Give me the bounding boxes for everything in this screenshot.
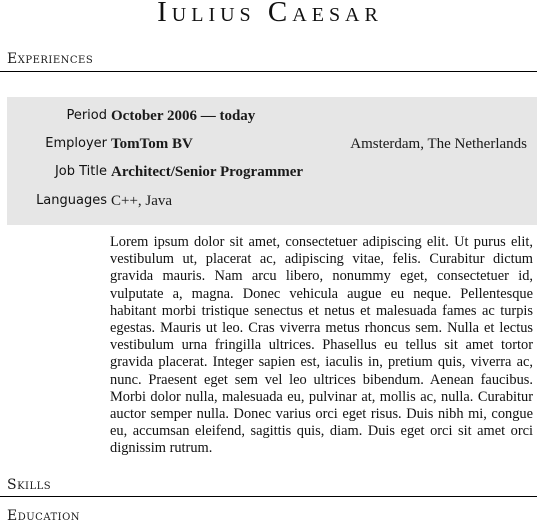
detail-row-employer <box>7 136 537 158</box>
detail-label: Employer <box>45 136 107 151</box>
section-title-experiences: Experiences <box>7 51 94 67</box>
detail-value-employer: TomTom BV <box>111 136 193 152</box>
section-divider <box>0 496 537 497</box>
detail-value-job-title: Architect/Senior Programmer <box>111 164 304 180</box>
employer-location: Amsterdam, The Netherlands <box>350 136 527 152</box>
detail-label: Period <box>66 108 107 123</box>
detail-row-job-title <box>7 164 537 186</box>
detail-row-languages <box>7 193 537 215</box>
experience-description: Lorem ipsum dolor sit amet, consectetuer adipiscing elit. Ut purus elit, vestibulum ut, placerat ac, adipiscing vitae, felis. Curabitur dictum gravida mauris. Nam arcu libero, nonummy eget, consectetuer id, vulputate a, magna. Donec vehicula augue eu neque. Pellentesque habitant morbi tristique senectus et netus et malesuada fames ac turpis egestas. Mauris ut leo. Cras viverra metus rhoncus sem. Nulla et lectus vestibulum urna fringilla ultrices. Phasellus eu tellus sit amet tortor gravida placerat. Integer sapien est, iaculis in, pretium quis, viverra ac, nunc. Praesent eget sem vel leo ultrices bibendum. Aenean faucibus. Morbi dolor nulla, malesuada eu, pulvinar at, mollis ac, nulla. Curabitur auctor semper nulla. Donec varius orci eget risus. Duis nibh mi, congue eu, accumsan eleifend, sagittis quis, diam. Duis eget orci sit amet orci dignissim rutrum. <box>110 234 533 457</box>
page-title: Iulius Caesar <box>157 0 383 28</box>
section-title-skills: Skills <box>7 477 52 493</box>
detail-label: Job Title <box>54 164 107 179</box>
section-divider <box>0 71 537 72</box>
section-title-education: Education <box>7 508 81 524</box>
detail-row-period <box>7 108 537 130</box>
detail-value-languages: C++, Java <box>111 193 173 209</box>
experience-details-box <box>7 97 537 225</box>
detail-value-period: October 2006 — today <box>111 108 256 124</box>
detail-label: Languages <box>36 193 107 208</box>
